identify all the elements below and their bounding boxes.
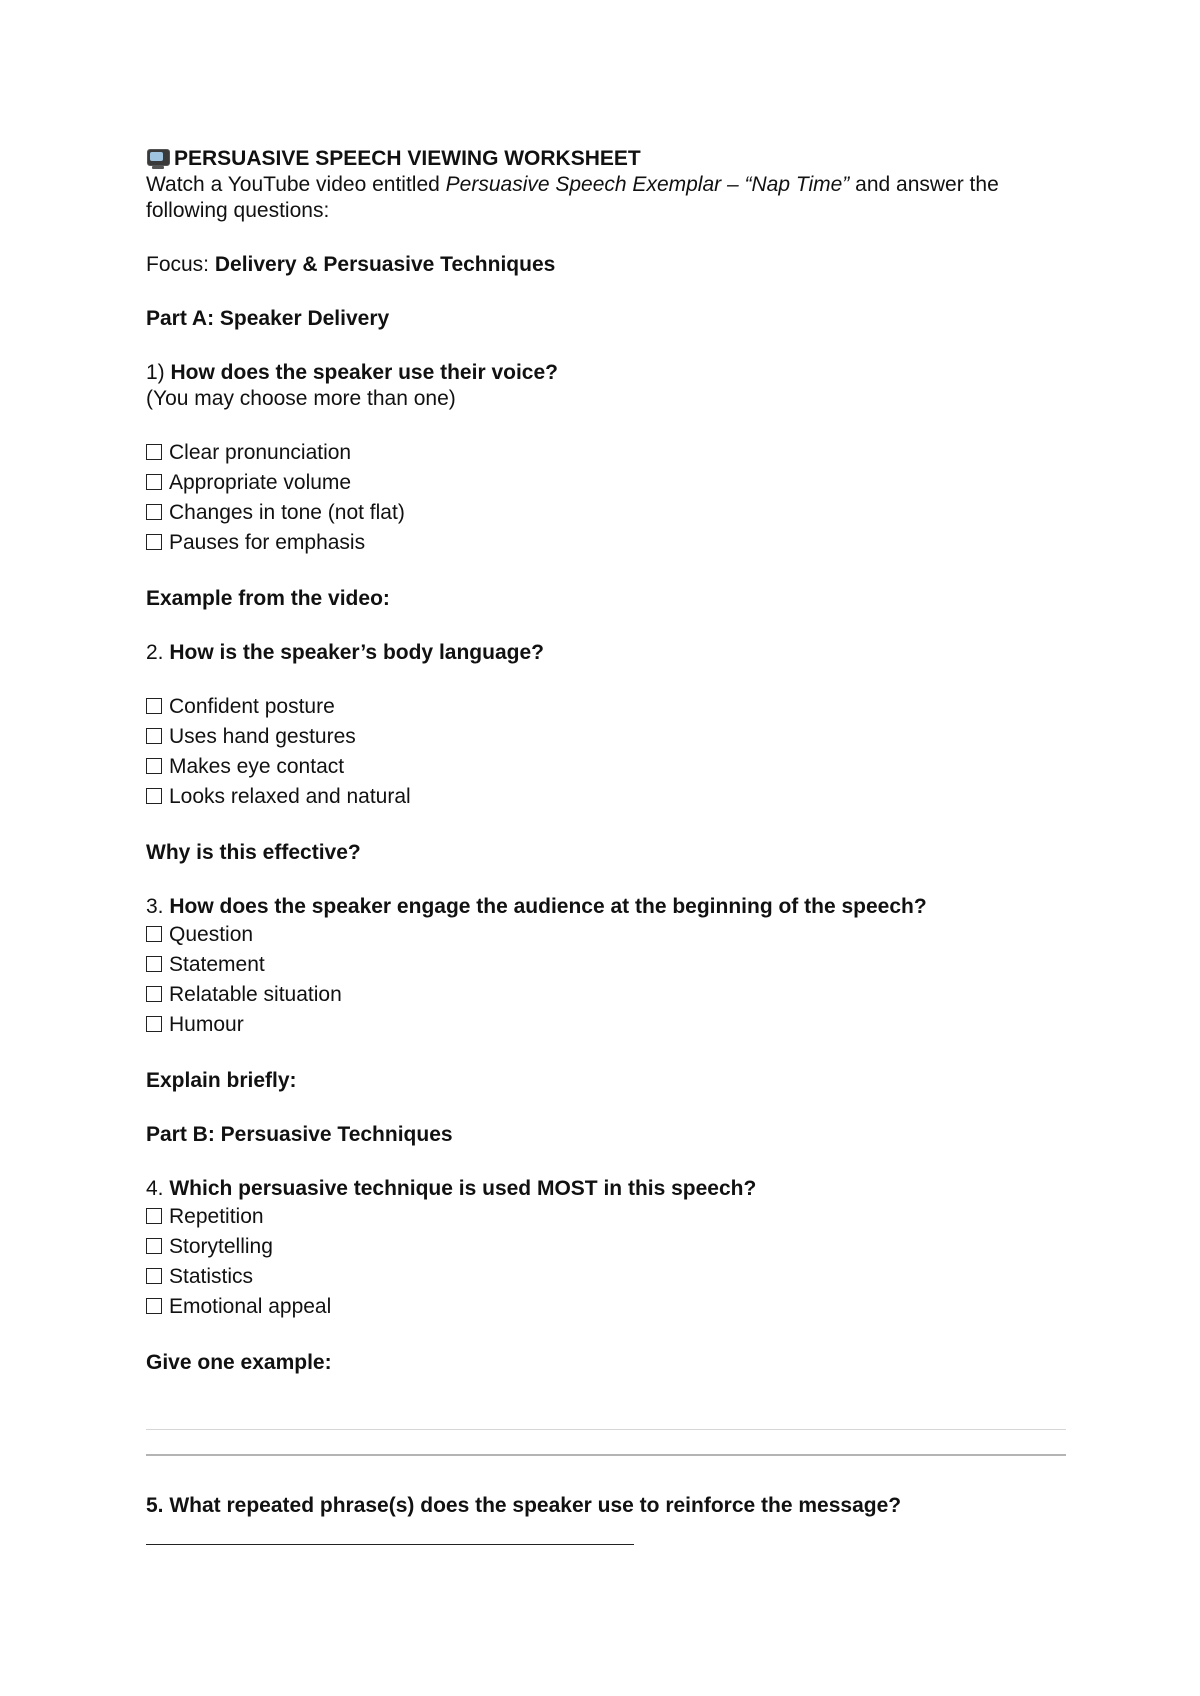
checkbox-icon[interactable] — [146, 534, 162, 550]
option-label: Confident posture — [169, 695, 335, 718]
q1-options — [146, 438, 1066, 558]
intro-text — [146, 172, 1066, 224]
q2-option[interactable] — [146, 722, 1066, 752]
worksheet-title-row — [146, 146, 1066, 172]
q4-option[interactable] — [146, 1202, 1066, 1232]
q2-number: 2. — [146, 641, 170, 664]
worksheet-content — [146, 146, 1066, 1376]
q3-followup: Explain briefly: — [146, 1069, 297, 1092]
answer-divider-light — [146, 1429, 1066, 1430]
q1-number: 1) — [146, 361, 171, 384]
q5-question: 5. What repeated phrase(s) does the speaker use to reinforce the message? — [146, 1494, 902, 1517]
q2-followup: Why is this effective? — [146, 841, 361, 864]
q4-options — [146, 1202, 1066, 1322]
q1-heading — [146, 360, 1066, 386]
intro-prefix: Watch a YouTube video entitled — [146, 173, 446, 196]
q1-option[interactable] — [146, 438, 1066, 468]
q2-question: How is the speaker’s body language? — [169, 641, 544, 664]
option-label: Question — [169, 923, 254, 946]
q5-answer-line[interactable] — [146, 1544, 634, 1545]
q1-question: How does the speaker use their voice? — [170, 361, 558, 384]
option-label: Humour — [169, 1013, 244, 1036]
intro-suffix: and answer the following questions: — [146, 173, 999, 222]
q3-heading — [146, 894, 1066, 920]
q2-heading — [146, 640, 1066, 666]
q1-option[interactable] — [146, 498, 1066, 528]
checkbox-icon[interactable] — [146, 1238, 162, 1254]
q1-option[interactable] — [146, 528, 1066, 558]
q1-option[interactable] — [146, 468, 1066, 498]
option-label: Repetition — [169, 1205, 264, 1228]
checkbox-icon[interactable] — [146, 444, 162, 460]
checkbox-icon[interactable] — [146, 728, 162, 744]
option-label: Storytelling — [169, 1235, 273, 1258]
option-label: Emotional appeal — [169, 1295, 332, 1318]
option-label: Pauses for emphasis — [169, 531, 366, 554]
answer-divider — [146, 1454, 1066, 1456]
television-icon — [146, 148, 170, 170]
checkbox-icon[interactable] — [146, 1268, 162, 1284]
option-label: Changes in tone (not flat) — [169, 501, 405, 524]
checkbox-icon[interactable] — [146, 474, 162, 490]
q2-option[interactable] — [146, 782, 1066, 812]
option-label: Statistics — [169, 1265, 254, 1288]
option-label: Makes eye contact — [169, 755, 345, 778]
q3-options — [146, 920, 1066, 1040]
checkbox-icon[interactable] — [146, 758, 162, 774]
checkbox-icon[interactable] — [146, 1298, 162, 1314]
checkbox-icon[interactable] — [146, 956, 162, 972]
video-title: Persuasive Speech Exemplar – “Nap Time” — [445, 173, 850, 196]
checkbox-icon[interactable] — [146, 1016, 162, 1032]
q3-question: How does the speaker engage the audience at the beginning of the speech? — [169, 895, 927, 918]
option-label: Relatable situation — [169, 983, 342, 1006]
checkbox-icon[interactable] — [146, 926, 162, 942]
checkbox-icon[interactable] — [146, 1208, 162, 1224]
option-label: Statement — [169, 953, 265, 976]
checkbox-icon[interactable] — [146, 986, 162, 1002]
option-label: Clear pronunciation — [169, 441, 352, 464]
q4-option[interactable] — [146, 1232, 1066, 1262]
q1-note: (You may choose more than one) — [146, 387, 456, 410]
q4-option[interactable] — [146, 1262, 1066, 1292]
option-label: Appropriate volume — [169, 471, 352, 494]
q4-option[interactable] — [146, 1292, 1066, 1322]
q4-question: Which persuasive technique is used MOST in this speech? — [169, 1177, 757, 1200]
option-label: Uses hand gestures — [169, 725, 356, 748]
q2-option[interactable] — [146, 692, 1066, 722]
q2-options — [146, 692, 1066, 812]
q4-heading — [146, 1176, 1066, 1202]
q1-followup: Example from the video: — [146, 587, 390, 610]
focus-line — [146, 252, 1066, 278]
q3-option[interactable] — [146, 920, 1066, 950]
checkbox-icon[interactable] — [146, 698, 162, 714]
option-label: Looks relaxed and natural — [169, 785, 411, 808]
part-a-heading: Part A: Speaker Delivery — [146, 307, 390, 330]
q4-followup: Give one example: — [146, 1351, 332, 1374]
worksheet-title: PERSUASIVE SPEECH VIEWING WORKSHEET — [174, 147, 641, 170]
q3-option[interactable] — [146, 950, 1066, 980]
q3-option[interactable] — [146, 980, 1066, 1010]
checkbox-icon[interactable] — [146, 788, 162, 804]
q3-option[interactable] — [146, 1010, 1066, 1040]
focus-value: Delivery & Persuasive Techniques — [214, 253, 556, 276]
focus-label: Focus: — [146, 253, 215, 276]
checkbox-icon[interactable] — [146, 504, 162, 520]
q4-number: 4. — [146, 1177, 170, 1200]
q2-option[interactable] — [146, 752, 1066, 782]
q3-number: 3. — [146, 895, 170, 918]
part-b-heading: Part B: Persuasive Techniques — [146, 1123, 453, 1146]
